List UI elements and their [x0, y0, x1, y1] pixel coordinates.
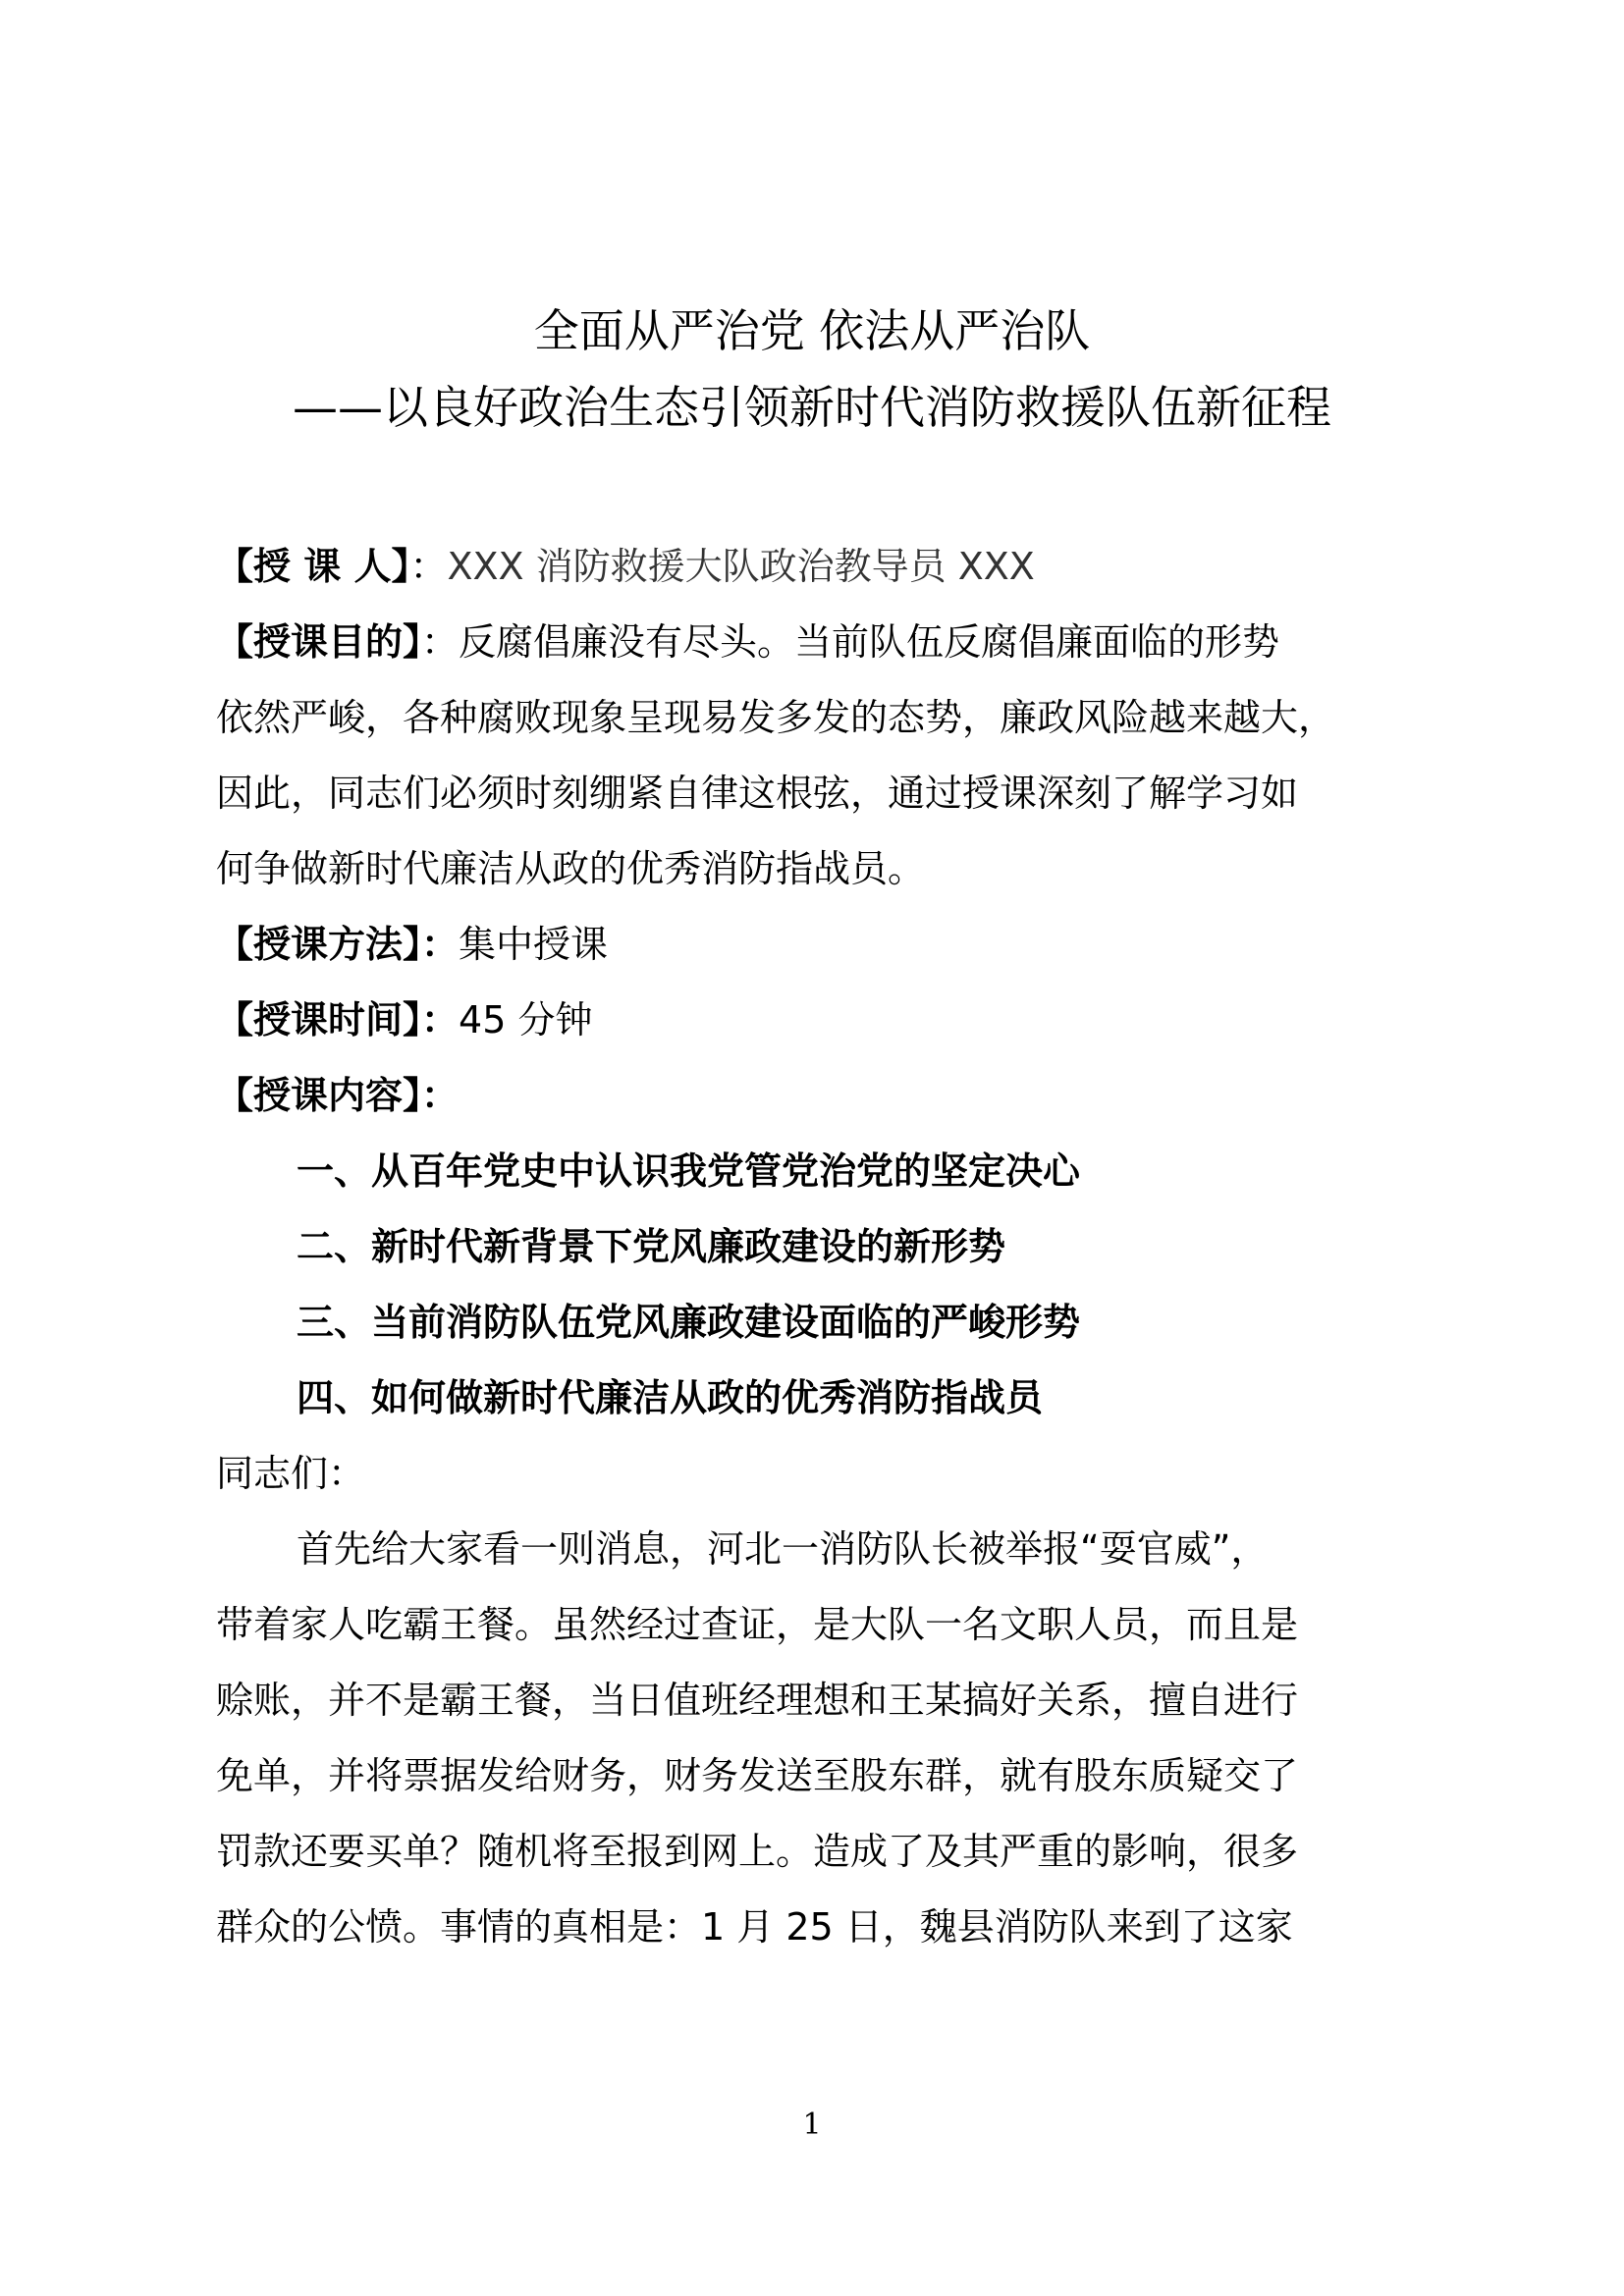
field-time — [216, 994, 592, 1045]
field-content — [216, 1070, 459, 1121]
page-number: 1 — [802, 2108, 822, 2142]
field-separator: ： — [421, 1074, 460, 1117]
title-main: 全面从严治党 依法从严治队 — [533, 304, 1091, 357]
outline-item-4: 四、如何做新时代廉洁从政的优秀消防指战员 — [297, 1376, 1044, 1419]
title-subtitle: ——以良好政治生态引领新时代消防救援队伍新征程 — [293, 381, 1331, 434]
outline-item-3: 三、当前消防队伍党风廉政建设面临的严峻形势 — [297, 1301, 1081, 1344]
field-method — [216, 919, 608, 970]
field-value: XXX 消防救援大队政治教导员 XXX — [447, 545, 1035, 588]
paragraph-line: 罚款还要买单？随机将至报到网上。造成了及其严重的影响，很多 — [216, 1830, 1299, 1873]
paragraph-line: 何争做新时代廉洁从政的优秀消防指战员。 — [216, 847, 926, 890]
field-label: 【授课内容】 — [216, 1074, 422, 1117]
paragraph-line: 赊账，并不是霸王餐，当日值班经理想和王某搞好关系，擅自进行 — [216, 1679, 1299, 1722]
outline-item-1: 一、从百年党史中认识我党管党治党的坚定决心 — [297, 1149, 1081, 1193]
field-label: 【授课目的】 — [216, 620, 422, 664]
salutation: 同志们： — [216, 1452, 366, 1495]
paragraph-line: 免单，并将票据发给财务，财务发送至股东群，就有股东质疑交了 — [216, 1754, 1299, 1797]
field-separator: ： — [409, 545, 448, 588]
field-label: 【授课方法】 — [216, 923, 422, 966]
field-value: 45 分钟 — [459, 998, 593, 1041]
field-separator: ： — [421, 620, 460, 664]
field-value: 集中授课 — [459, 923, 609, 966]
field-purpose — [216, 616, 1279, 667]
paragraph-line: 带着家人吃霸王餐。虽然经过查证，是大队一名文职人员，而且是 — [216, 1603, 1299, 1646]
field-value-line: 反腐倡廉没有尽头。当前队伍反腐倡廉面临的形势 — [459, 620, 1280, 664]
field-label: 【授课时间】 — [216, 998, 422, 1041]
field-label: 【授 课 人】 — [216, 545, 410, 588]
outline-item-2: 二、新时代新背景下党风廉政建设的新形势 — [297, 1225, 1006, 1268]
paragraph-line: 依然严峻，各种腐败现象呈现易发多发的态势，廉政风险越来越大， — [216, 696, 1336, 739]
field-separator: ： — [421, 923, 460, 966]
field-instructor — [216, 541, 1035, 592]
field-separator: ： — [421, 998, 460, 1041]
paragraph-line: 首先给大家看一则消息，河北一消防队长被举报“耍官威”， — [297, 1527, 1269, 1571]
paragraph-line: 群众的公愤。事情的真相是：1 月 25 日，魏县消防队来到了这家 — [216, 1905, 1293, 1949]
paragraph-line: 因此，同志们必须时刻绷紧自律这根弦，通过授课深刻了解学习如 — [216, 772, 1299, 815]
